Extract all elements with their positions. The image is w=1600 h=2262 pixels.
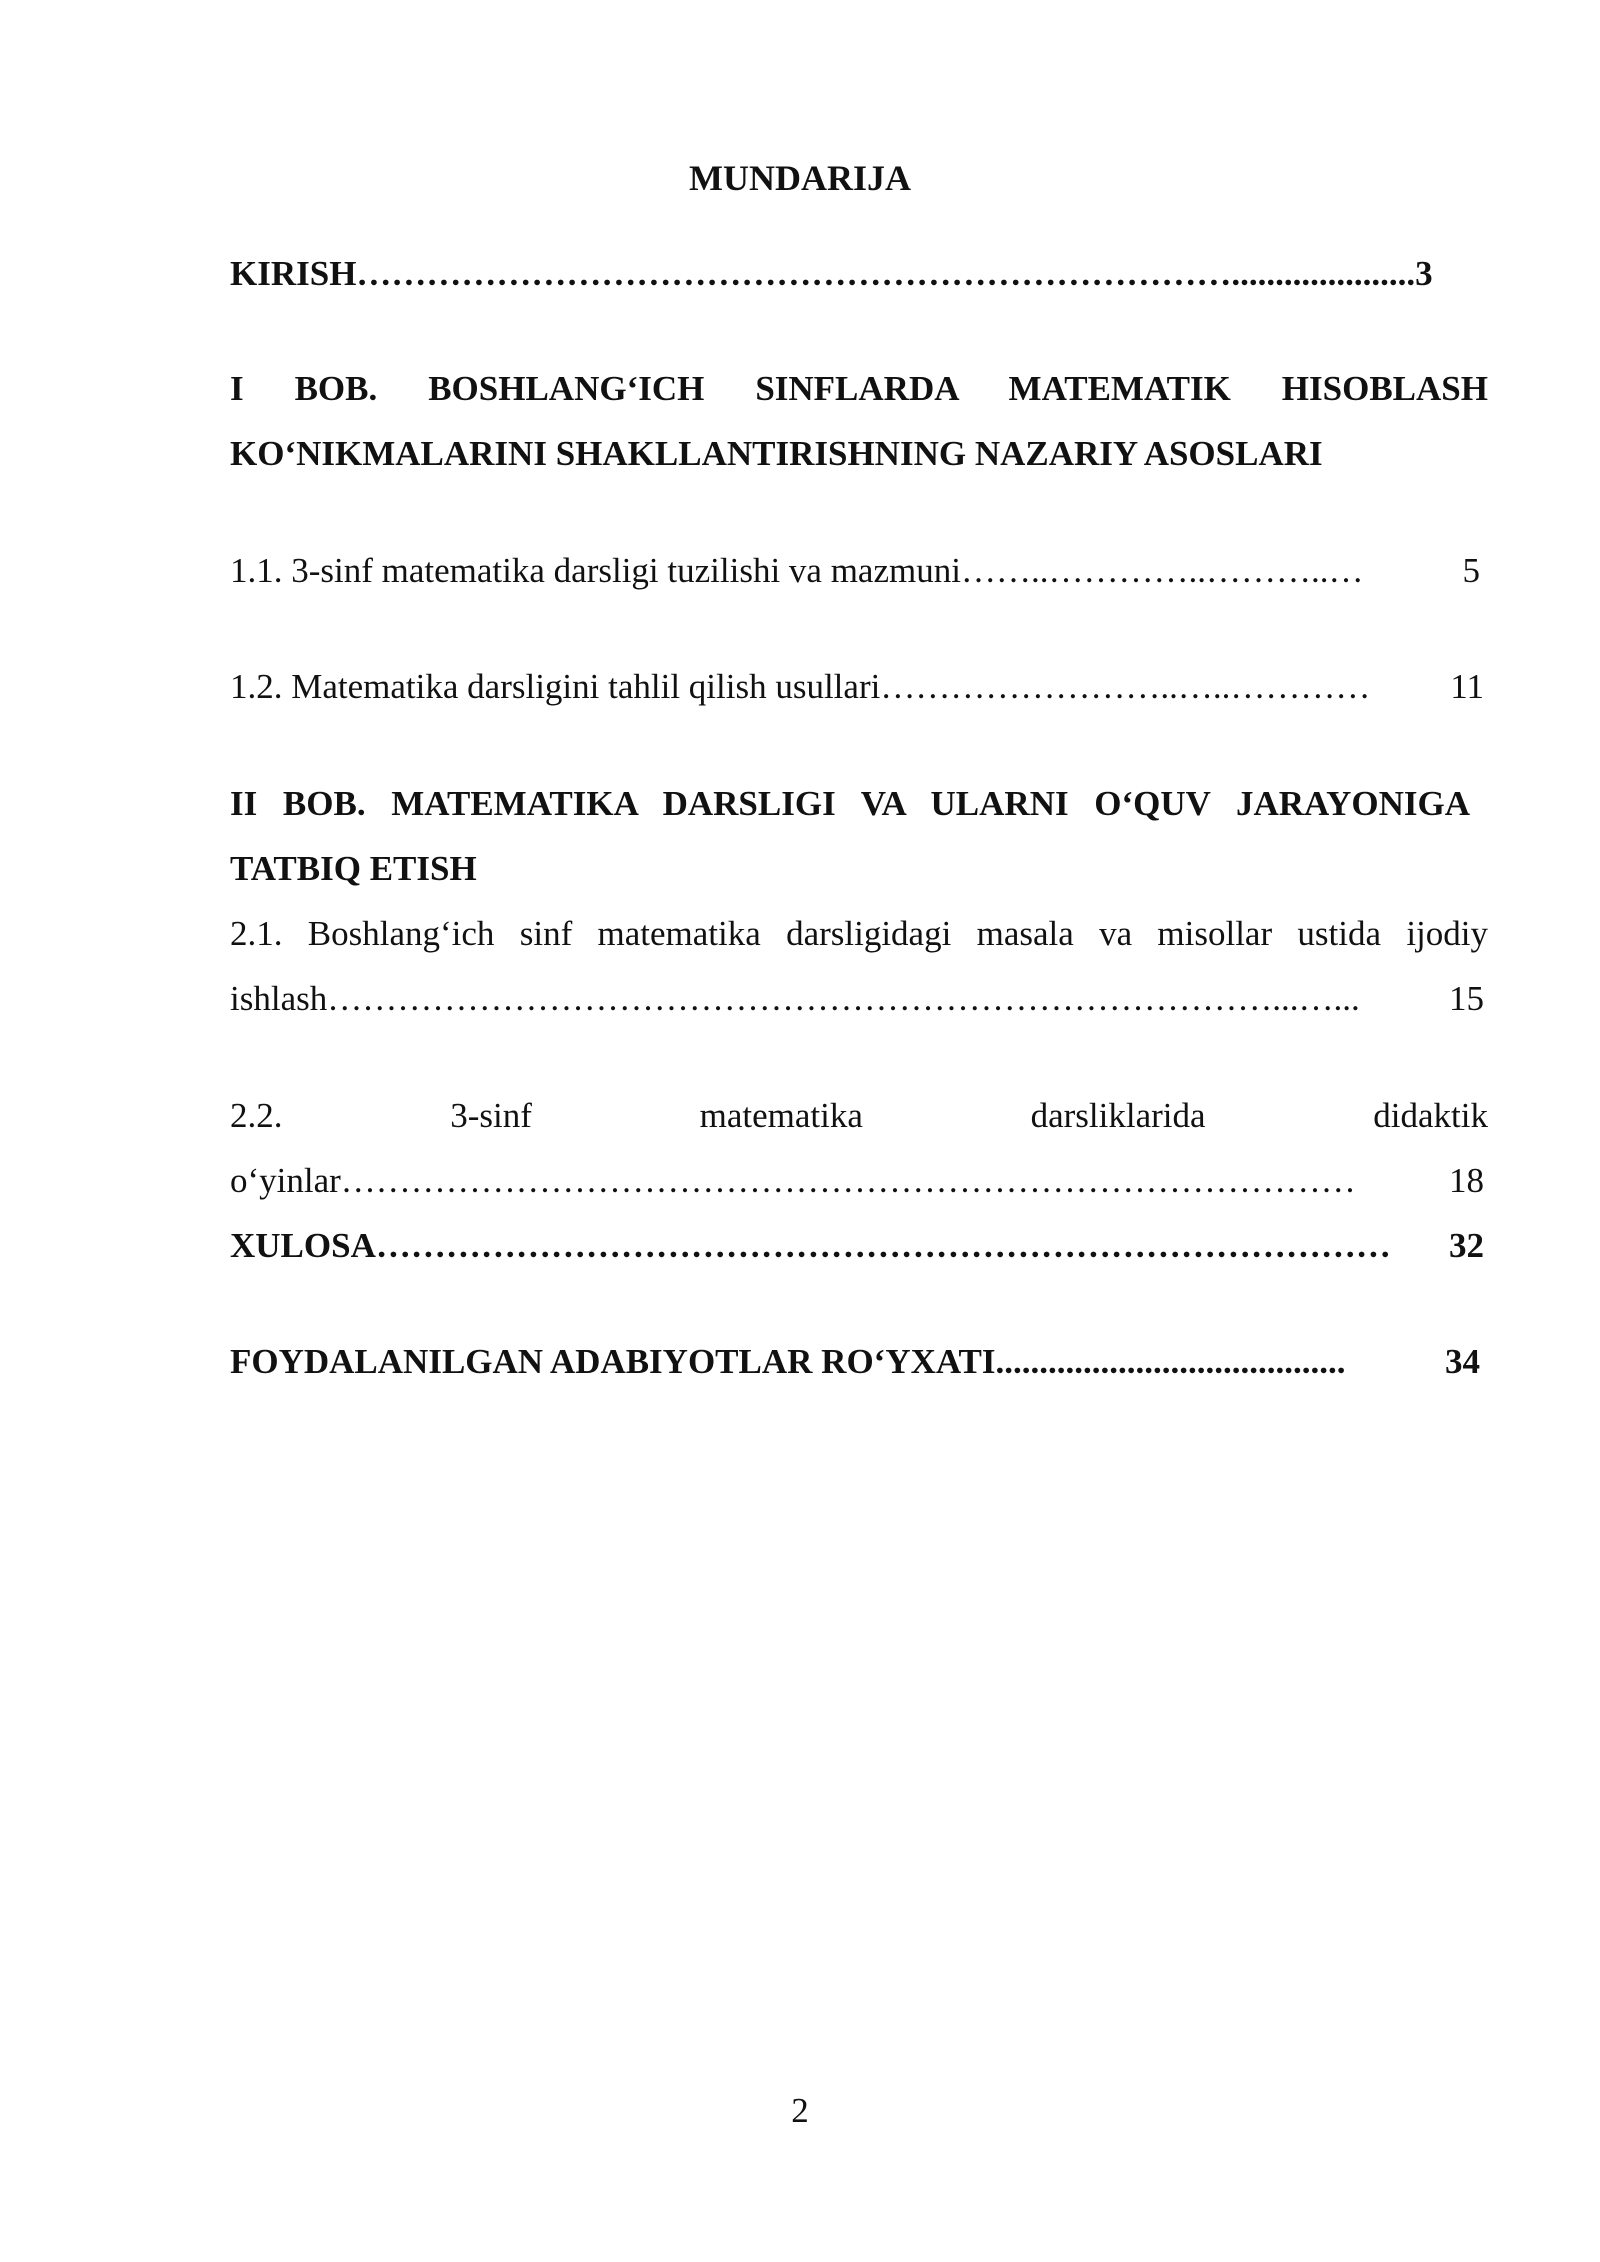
toc-entry-2-1-text: ishlash………………………………………………………………………...…... — [230, 979, 1360, 1018]
toc-entry-2-2-page: 18 — [1449, 1161, 1484, 1200]
toc-entry-2-1-page: 15 — [1449, 979, 1484, 1018]
toc-entry-2-2-line2 — [230, 1158, 1484, 1204]
toc-chapter1-line2: KO‘NIKMALARINI SHAKLLANTIRISHNING NAZARIY ASOSLARI — [230, 434, 1323, 473]
toc-entry-1-2 — [230, 664, 1484, 710]
toc-entry-2-2-text: o‘yinlar…………………………………………………………………………… — [230, 1161, 1356, 1200]
toc-entry-1-2-page: 11 — [1450, 667, 1484, 706]
toc-entry-xulosa-page: 32 — [1449, 1226, 1484, 1265]
toc-entry-adabiyotlar-text: FOYDALANILGAN ADABIYOTLAR RO‘YXATI........................................ — [230, 1342, 1346, 1381]
toc-entry-kirish: KIRISH………………………………………………………………….....................3 — [230, 254, 1433, 293]
toc-entry-adabiyotlar-page: 34 — [1445, 1342, 1480, 1381]
toc-entry-xulosa — [230, 1223, 1484, 1269]
toc-title: MUNDARIJA — [689, 158, 911, 198]
toc-entry-2-1-line1: 2.1. Boshlang‘ich sinf matematika darsligidagi masala va misollar ustida ijodiy — [230, 914, 1488, 953]
toc-entry-2-2-line1: 2.2. 3-sinf matematika darsliklarida didaktik — [230, 1096, 1488, 1135]
toc-entry-adabiyotlar — [230, 1339, 1480, 1385]
toc-entry-1-2-text: 1.2. Matematika darsligini tahlil qilish usullari……………………..…..………… — [230, 667, 1371, 706]
toc-entry-1-1 — [230, 548, 1480, 594]
toc-entry-1-1-page: 5 — [1462, 551, 1480, 590]
toc-chapter2-line2: TATBIQ ETISH — [230, 849, 477, 888]
toc-entry-1-1-text: 1.1. 3-sinf matematika darsligi tuzilishi va mazmuni……..…………..………..… — [230, 551, 1364, 590]
toc-entry-2-1-line2 — [230, 976, 1484, 1022]
toc-chapter2-line1: II BOB. MATEMATIKA DARSLIGI VA ULARNI O‘QUV JARAYONIGA — [230, 784, 1470, 823]
toc-chapter1-line1: I BOB. BOSHLANG‘ICH SINFLARDA MATEMATIK HISOBLASH — [230, 369, 1488, 408]
page-number: 2 — [791, 2091, 809, 2130]
toc-entry-xulosa-text: XULOSA…………………………………………………………………………… — [230, 1226, 1391, 1265]
